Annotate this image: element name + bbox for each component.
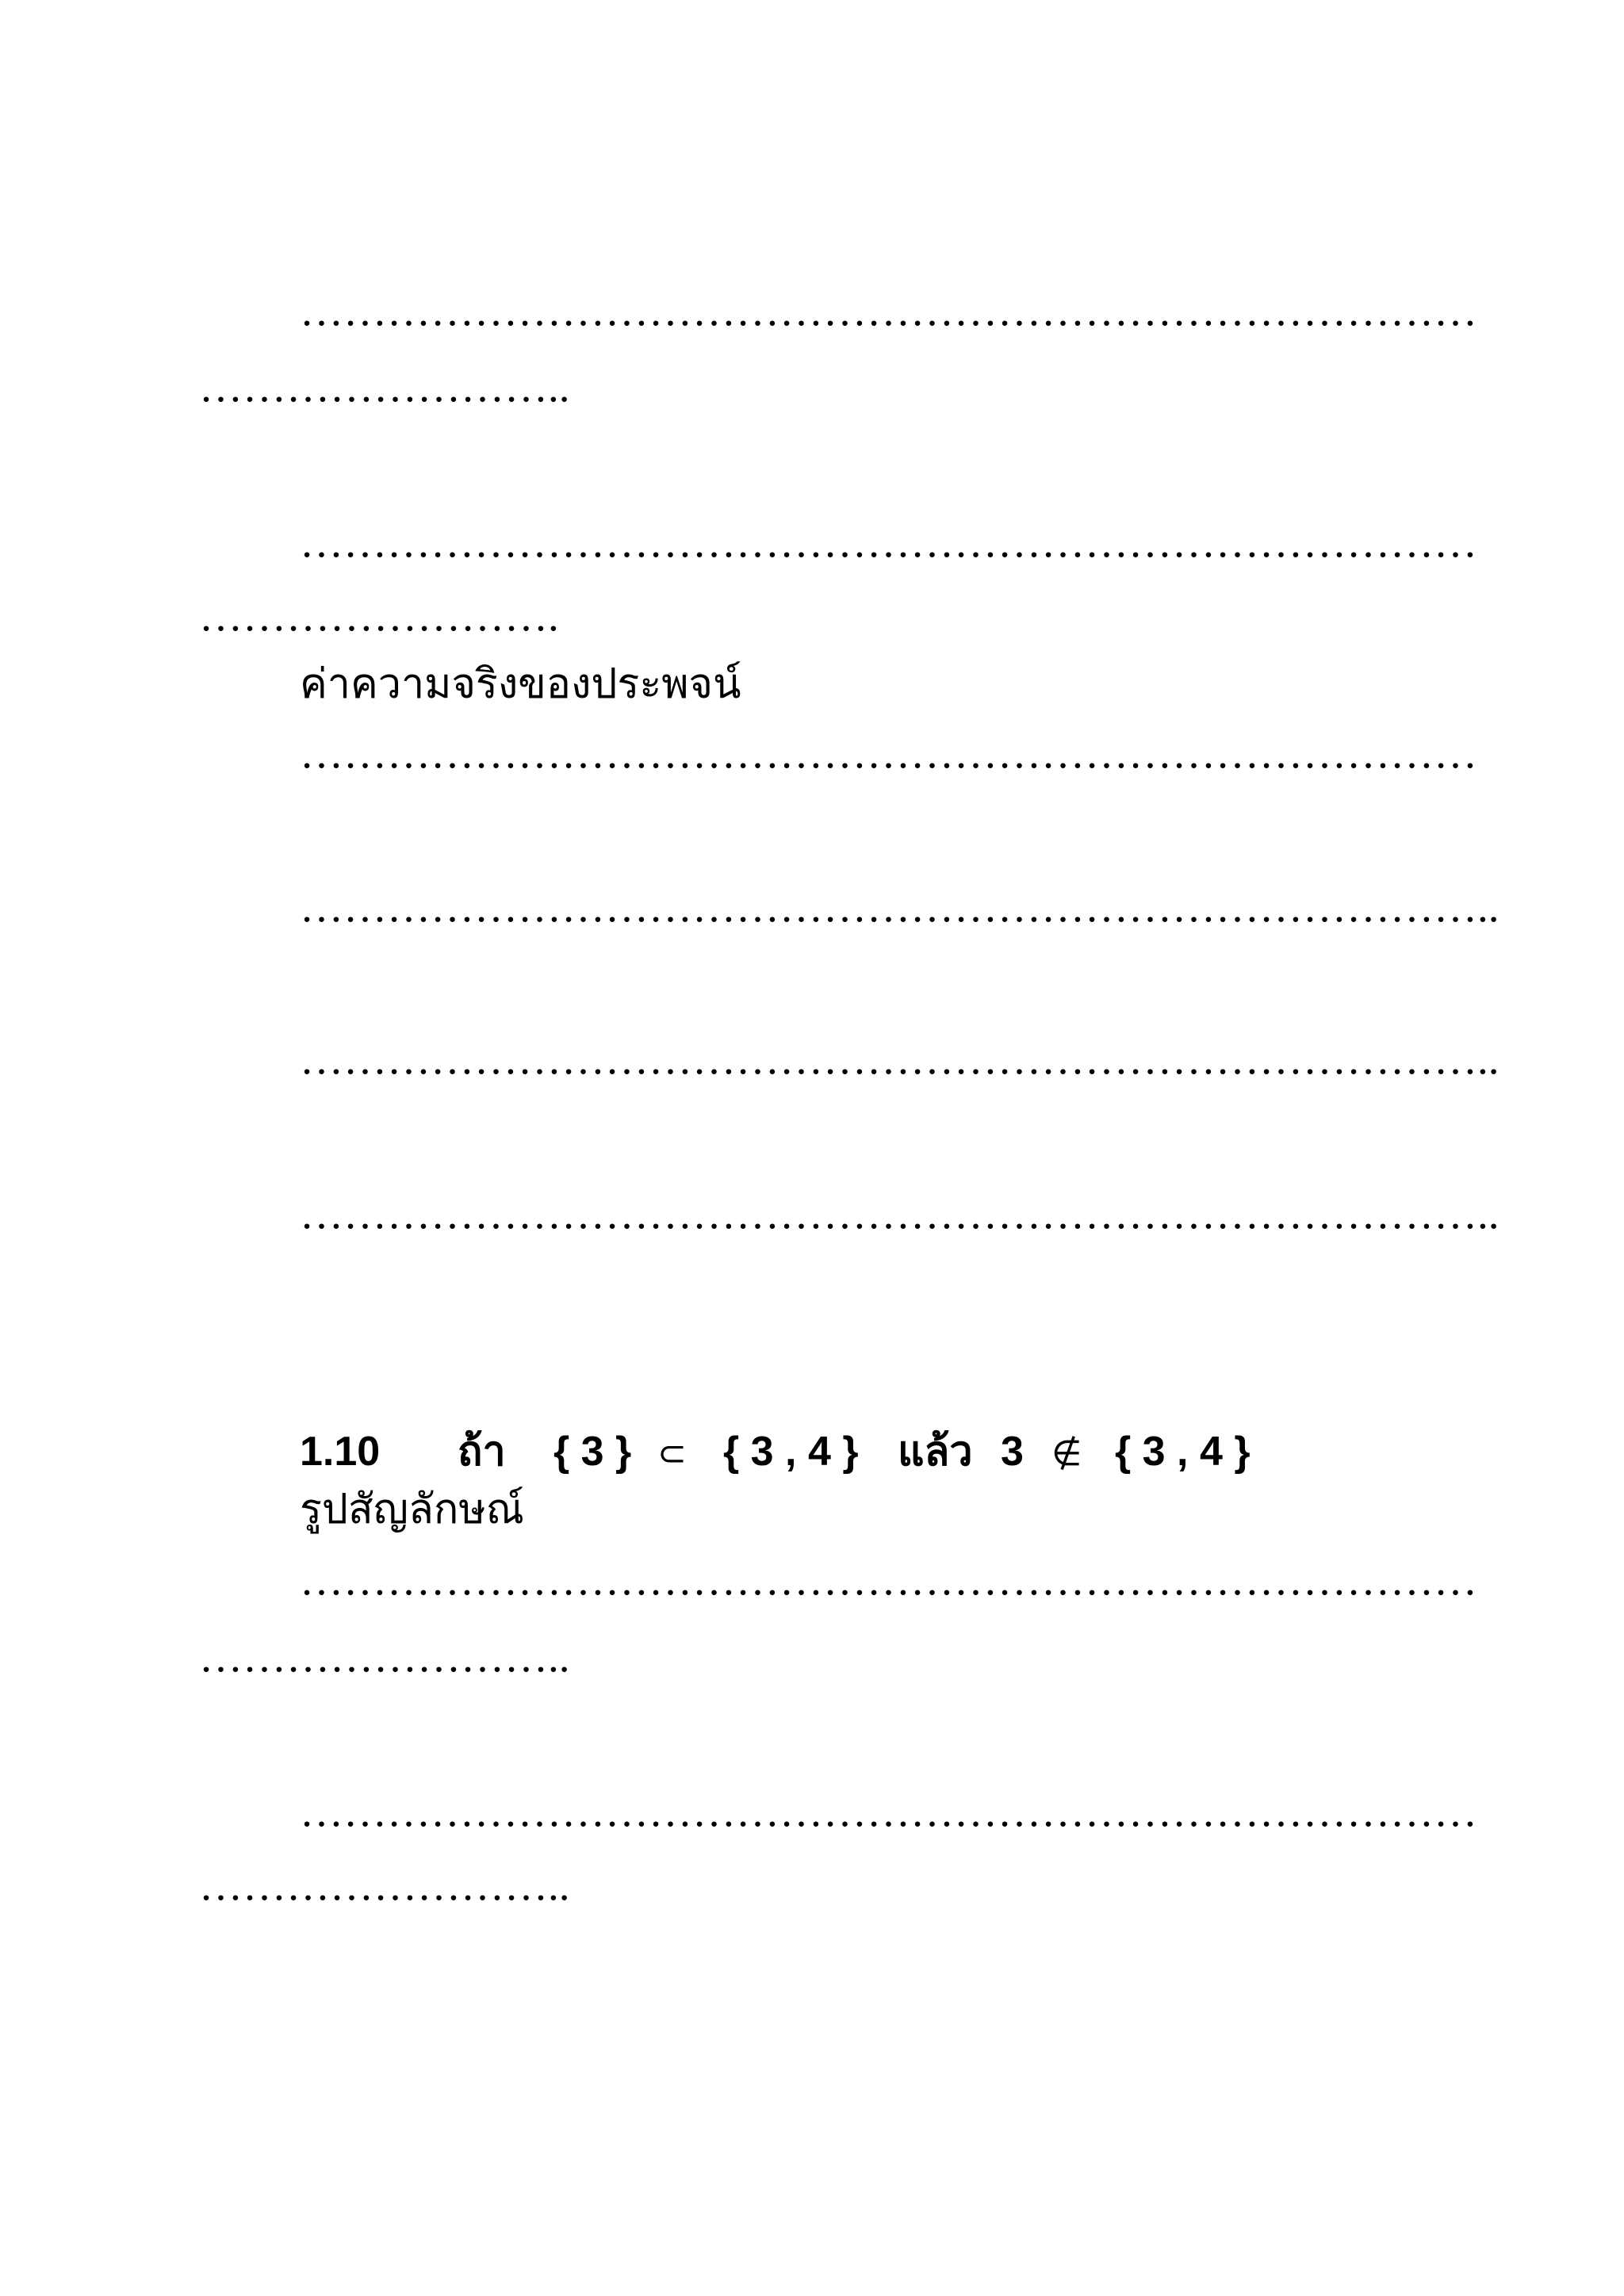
not-element-symbol: ∉ xyxy=(1051,1433,1082,1474)
answer-dotted-line: …………………….. xyxy=(199,1632,570,1681)
element-value: 3 xyxy=(1001,1429,1024,1475)
symbolic-form-label: รูปสัญลักษณ์ xyxy=(300,1486,524,1533)
set-a: { 3 } xyxy=(553,1429,632,1475)
answer-dotted-line: ……………………………………………………………………….. xyxy=(300,882,1500,931)
answer-dotted-line: …………………….. xyxy=(199,1861,570,1909)
answer-dotted-line: …………………….. xyxy=(199,362,570,411)
answer-dotted-line: ……………………………………………………………………… xyxy=(300,286,1477,335)
answer-dotted-line: ……………………………………………………………………… xyxy=(300,1787,1477,1835)
item-number: 1.10 xyxy=(300,1429,381,1475)
if-word: ถ้า xyxy=(458,1429,506,1475)
answer-dotted-line: ……………………………………………………………………….. xyxy=(300,1189,1500,1238)
subset-symbol: ⊂ xyxy=(657,1433,687,1474)
set-b: { 3 , 4 } xyxy=(723,1429,859,1475)
answer-dotted-line: ……………………………………………………………………… xyxy=(300,518,1477,566)
answer-dotted-line: ……………………………………………………………………….. xyxy=(300,1035,1500,1083)
answer-dotted-line: ……………………………………………………………………… xyxy=(300,1556,1477,1604)
answer-dotted-line: ……………………………………………………………………… xyxy=(300,729,1477,777)
set-c: { 3 , 4 } xyxy=(1115,1429,1251,1475)
then-word: แล้ว xyxy=(898,1429,973,1475)
answer-dotted-line: ……………………. xyxy=(199,591,559,640)
truth-value-label: ค่าความจริงของประพจน์ xyxy=(300,660,741,708)
